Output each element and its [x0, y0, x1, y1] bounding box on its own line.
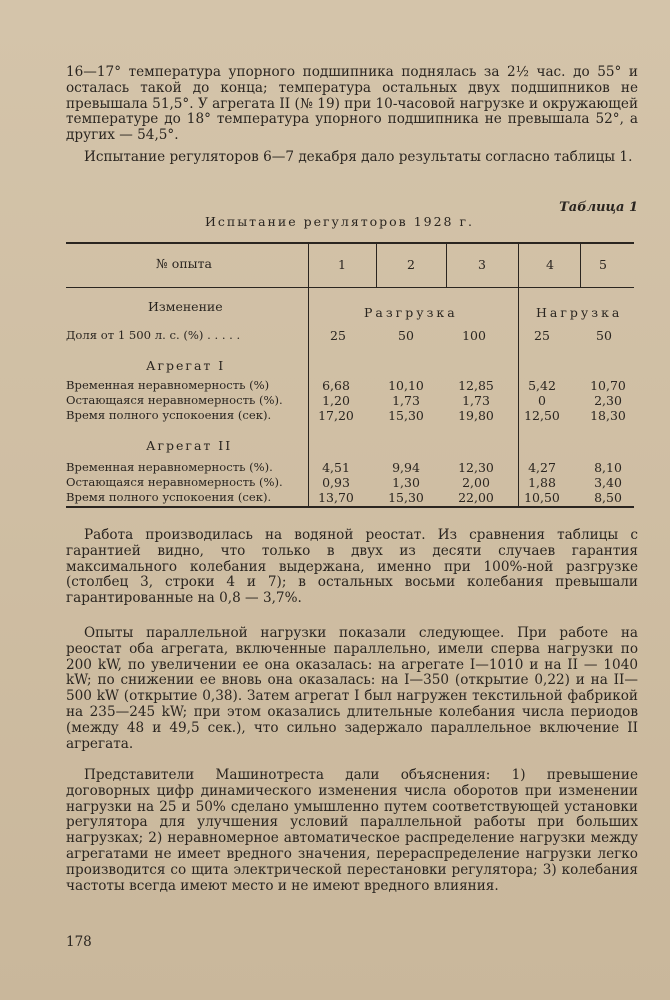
header-experiment-number: № опыта — [156, 256, 212, 271]
share-value: 25 — [330, 328, 346, 343]
cell-value: 0,93 — [322, 475, 350, 490]
cell-value: 10,70 — [590, 378, 626, 393]
cell-value: 12,50 — [524, 408, 560, 423]
row-label: Остающаяся неравномерность (%). — [66, 393, 283, 407]
cell-value: 1,88 — [528, 475, 556, 490]
cell-value: 5,42 — [528, 378, 556, 393]
column-header: 3 — [478, 257, 486, 272]
group-heading-aggregate-1: Агрегат I — [146, 358, 226, 373]
load-label: Нагрузка — [536, 305, 623, 320]
cell-value: 1,73 — [462, 393, 490, 408]
page-number: 178 — [66, 934, 92, 950]
column-header: 4 — [546, 257, 554, 272]
paragraph-bearing-temperature: 16—17° температура упорного подшипника поднялась за 2½ час. до 55° и осталась такой до конца; температура остальных двух подшипников не превышала 51,5°. У агрегата II (№ 19) при 10-часовой нагрузке и окружающей температуре до 18° температура упорного подшипника не превышала 52°, а других — 54,5°. — [66, 64, 638, 144]
row-label: Временная неравномерность (%) — [66, 378, 270, 392]
cell-value: 17,20 — [318, 408, 354, 423]
cell-value: 15,30 — [388, 490, 424, 505]
cell-value: 8,10 — [594, 460, 622, 475]
regulator-test-table — [66, 238, 634, 508]
paragraph-mashinotrest-explanations: Представители Машинотреста дали объяснения: 1) превышение договорных цифр динамического изменения числа оборотов при изменении нагрузки на 25 и 50% сделано умышленно путем соответствующей установки регулятора для улучшения условий параллельной работы при больших нагрузках; 2) неравномерное автоматическое распределение нагрузки между агрегатами не имеет вредного значения, перераспределение нагрузки легко производится со щита электрической перестановки регулятора; 3) колебания частоты всегда имеют место и не имеют вредного влияния. — [66, 767, 638, 894]
cell-value: 4,51 — [322, 460, 350, 475]
column-header: 1 — [338, 257, 346, 272]
cell-value: 10,10 — [388, 378, 424, 393]
cell-value: 19,80 — [458, 408, 494, 423]
column-header: 5 — [599, 257, 607, 272]
cell-value: 15,30 — [388, 408, 424, 423]
cell-value: 1,30 — [392, 475, 420, 490]
group-heading-aggregate-2: Агрегат II — [146, 438, 233, 453]
row-label: Остающаяся неравномерность (%). — [66, 475, 283, 489]
cell-value: 8,50 — [594, 490, 622, 505]
cell-value: 12,30 — [458, 460, 494, 475]
paragraph-parallel-load: Опыты параллельной нагрузки показали следующее. При работе на реостат оба агрегата, включенные параллельно, имели сперва нагрузки по 200 kW, по увеличении ее она оказалась: на агрегате I—1010 и на II — 1040 kW; по снижении ее вновь она оказалась: на I—350 (открытие 0,22) и на II—500 kW (открытие 0,38). Затем агрегат I был нагружен текстильной фабрикой на 235—245 kW; при этом оказались длительные колебания числа периодов (между 48 и 49,5 сек.), что сильно задержало параллельное включение II агрегата. — [66, 625, 638, 752]
table-tag: Таблица 1 — [559, 200, 638, 215]
cell-value: 12,85 — [458, 378, 494, 393]
cell-value: 9,94 — [392, 460, 420, 475]
cell-value: 10,50 — [524, 490, 560, 505]
cell-value: 2,00 — [462, 475, 490, 490]
paragraph-water-rheostat: Работа производилась на водяной реостат. Из сравнения таблицы с гарантией видно, что только в двух из десяти случаев гарантия максимального колебания выдержана, именно при 100%-ной разгрузке (столбец 3, строки 4 и 7); в остальных восьми колебания превышали гарантированные на 0,8 — 3,7%. — [66, 527, 638, 607]
change-label: Изменение — [148, 299, 223, 314]
cell-value: 2,30 — [594, 393, 622, 408]
share-value: 25 — [534, 328, 550, 343]
cell-value: 13,70 — [318, 490, 354, 505]
cell-value: 6,68 — [322, 378, 350, 393]
share-value: 50 — [596, 328, 612, 343]
unload-label: Разгрузка — [364, 305, 458, 320]
table-vrule — [376, 242, 377, 288]
cell-value: 4,27 — [528, 460, 556, 475]
cell-value: 3,40 — [594, 475, 622, 490]
row-label: Время полного успокоения (сек). — [66, 490, 272, 504]
table-header-rule — [66, 287, 634, 288]
table-bottom-rule — [66, 506, 634, 508]
table-title: Испытание регуляторов 1928 г. — [205, 214, 474, 229]
share-value: 100 — [462, 328, 486, 343]
share-label: Доля от 1 500 л. с. (%) . . . . . — [66, 328, 241, 342]
cell-value: 1,73 — [392, 393, 420, 408]
cell-value: 22,00 — [458, 490, 494, 505]
share-value: 50 — [398, 328, 414, 343]
column-header: 2 — [407, 257, 415, 272]
row-label: Время полного успокоения (сек). — [66, 408, 272, 422]
cell-value: 18,30 — [590, 408, 626, 423]
row-label: Временная неравномерность (%). — [66, 460, 273, 474]
table-top-rule — [66, 242, 634, 244]
table-vrule — [446, 242, 447, 288]
table-vrule — [308, 242, 309, 507]
paragraph-regulator-test-intro: Испытание регуляторов 6—7 декабря дало результаты согласно таблицы 1. — [84, 149, 633, 165]
cell-value: 1,20 — [322, 393, 350, 408]
cell-value: 0 — [538, 393, 546, 408]
